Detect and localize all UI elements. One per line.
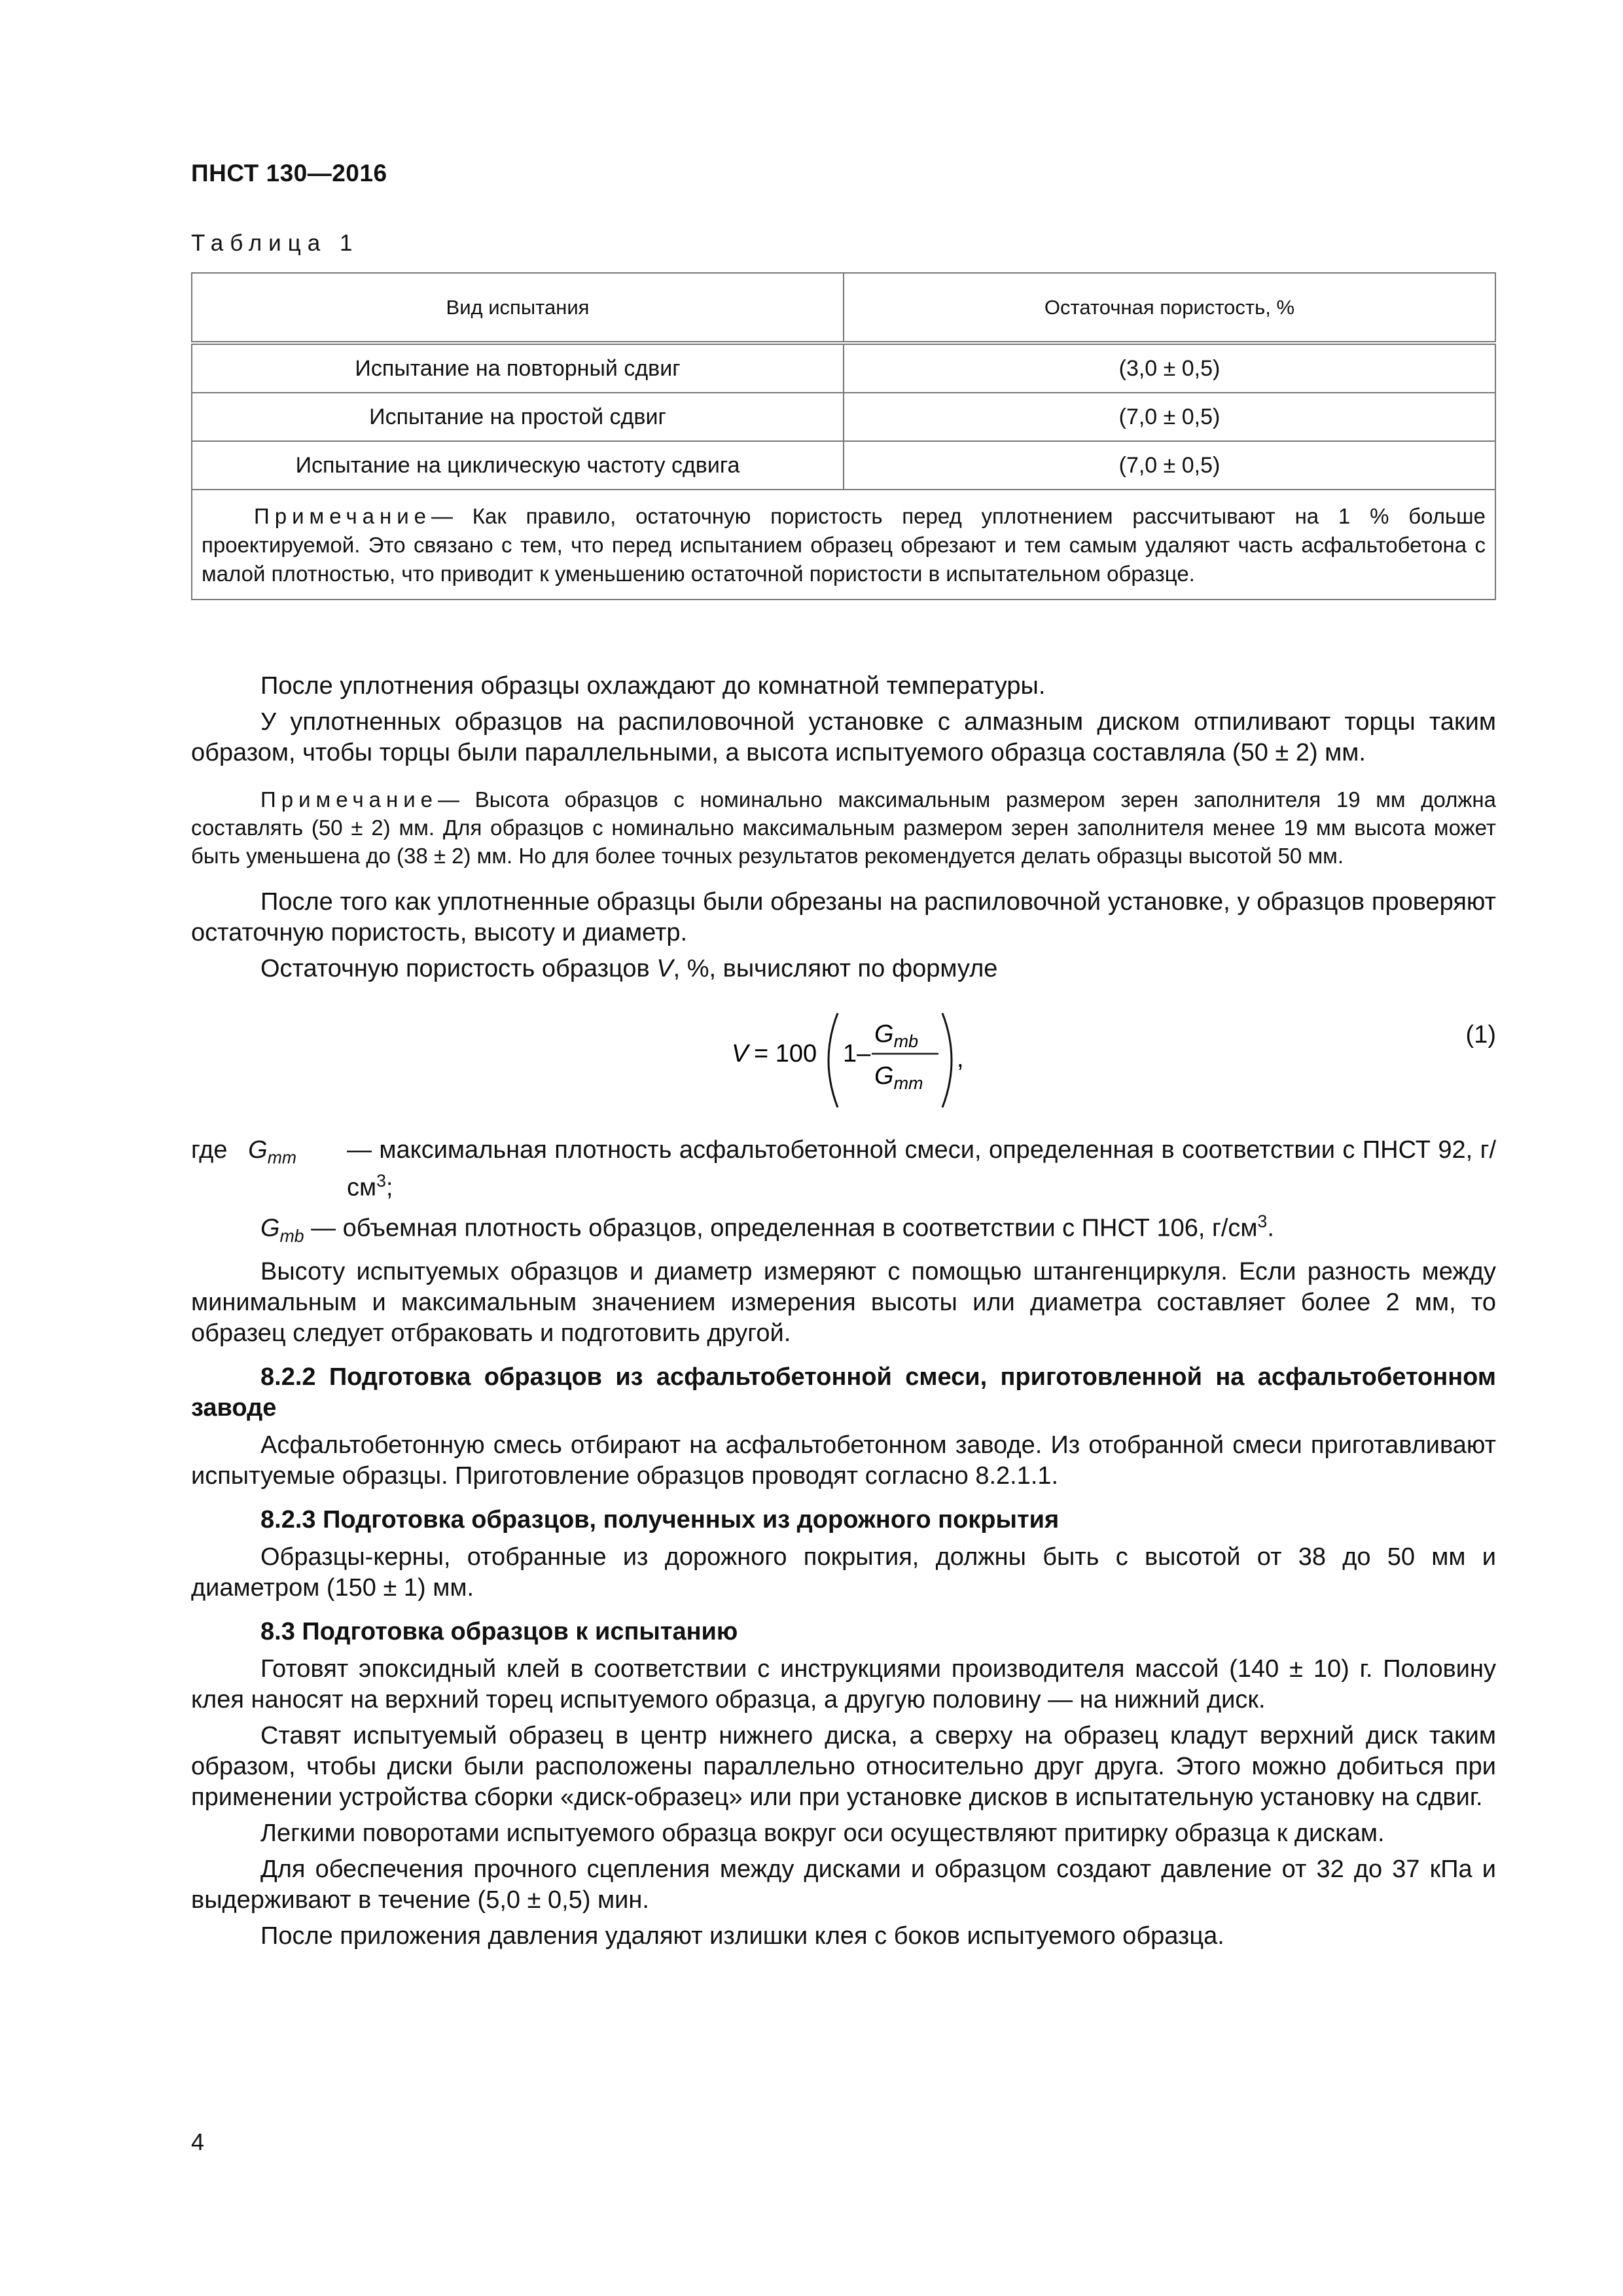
column-header: Остаточная пористость, % (844, 273, 1495, 343)
formula-trailing-comma: , (957, 1045, 964, 1073)
section-heading-8-3: 8.3 Подготовка образцов к испытанию (260, 1617, 738, 1645)
table-note-row (192, 490, 1495, 600)
formula-numerator-sub: mb (893, 1031, 919, 1051)
note (191, 785, 1496, 870)
document-code: ПНСТ 130—2016 (191, 160, 387, 187)
formula-number: (1) (1465, 1021, 1496, 1049)
table-row (192, 441, 1495, 490)
page-number: 4 (191, 2128, 205, 2155)
table-row (192, 393, 1495, 441)
paragraph: После приложения давления удаляют излишки клея с боков испытуемого образца. (260, 1922, 1224, 1950)
table-cell: Испытание на повторный сдвиг (192, 343, 844, 393)
table-row (192, 343, 1495, 393)
formula-eq: = 100 (754, 1040, 817, 1067)
formula-denominator: G (874, 1062, 894, 1090)
table-note (192, 490, 1495, 600)
table-note-label: Примечание (254, 504, 432, 528)
where-item-gmb: $G_{mb}$ — объемная плотность образцов, определенная в соответствии с ПНСТ 106, $г/см^3$. (260, 1211, 1274, 1246)
table-residual-porosity (191, 272, 1496, 600)
paragraph: Для обеспечения прочного сцепления между дисками и образцом создают давление от 32 до 37 кПа и выдерживают в течение (5,0 ± 0,5) мин. (191, 1855, 1496, 1914)
paragraph: Образцы-керны, отобранные из дорожного покрытия, должны быть с высотой от 38 до 50 мм и диаметром (150 ± 1) мм. (191, 1543, 1496, 1602)
body-text (191, 671, 1496, 1957)
formula-numerator: G (874, 1020, 894, 1048)
paragraph: Высоту испытуемых образцов и диаметр измеряют с помощью штангенциркуля. Если разность между минимальным и максимальным значением измерения высоты или диаметра составляет более 2 мм, то образец следует отбраковать и подготовить другой. (191, 1257, 1496, 1347)
table-caption: Таблица 1 (191, 230, 359, 256)
where-item-gmm: где $G_{mm}$ — максимальная плотность асфальтобетонной смеси, определенная в соответствии с ПНСТ 92, $г/см^3$; (191, 1136, 1496, 1202)
table-header-row (192, 273, 1495, 343)
section-heading-8-2-2: 8.2.2 Подготовка образцов из асфальтобетонной смеси, приготовленной на асфальтобетонном заводе (191, 1363, 1496, 1422)
paragraph: Легкими поворотами испытуемого образца вокруг оси осуществляют притирку образца к дискам. (260, 1819, 1385, 1847)
formula-residual-porosity (728, 1008, 1003, 1119)
table-cell: Испытание на циклическую частоту сдвига (192, 441, 844, 490)
note-text: — Высота образцов с номинально максимальным размером зерен заполнителя 19 мм должна составлять (50 ± 2) мм. Для образцов с номинально максимальным размером зерен заполнителя менее 19 мм высота может быть уменьшена до (38 ± 2) мм. Но для более точных результатов рекомендуется делать образцы высотой 50 мм. (191, 787, 1496, 868)
svg-text:Gmb (874, 1020, 918, 1051)
table-note-text: — Как правило, остаточную пористость перед уплотнением рассчитывают на 1 % больше проектируемой. Это связано с тем, что перед испытанием образец обрезают и тем самым удаляют часть асфальтобетона с малой плотностью, что приводит к уменьшению остаточной пористости в испытательном образце. (202, 504, 1486, 586)
table-cell: (3,0 ± 0,5) (844, 343, 1495, 393)
paragraph: Ставят испытуемый образец в центр нижнего диска, а сверху на образец кладут верхний диск таким образом, чтобы диски были расположены параллельно относительно друг друга. Этого можно добиться при применении устройства сборки «диск-образец» или при установке дисков в испытательную установку на сдвиг. (191, 1721, 1496, 1811)
paragraph: У уплотненных образцов на распиловочной установке с алмазным диском отпиливают торцы таким образом, чтобы торцы были параллельными, а высота испытуемого образца составляла (50 ± 2) мм. (191, 708, 1496, 766)
table-cell: Испытание на простой сдвиг (192, 393, 844, 441)
table-cell: (7,0 ± 0,5) (844, 441, 1495, 490)
column-header: Вид испытания (192, 273, 844, 343)
section-heading-8-2-3: 8.2.3 Подготовка образцов, полученных из дорожного покрытия (260, 1505, 1060, 1534)
paragraph: После того как уплотненные образцы были обрезаны на распиловочной установке, у образцов проверяют остаточную пористость, высоту и диаметр. (191, 888, 1496, 946)
paragraph: Готовят эпоксидный клей в соответствии с инструкциями производителя массой (140 ± 10) г. Половину клея наносят на верхний торец испытуемого образца, а другую половину — на нижний диск. (191, 1655, 1496, 1713)
note-label: Примечание (260, 787, 438, 812)
paragraph: Остаточную пористость образцов V, %, вычисляют по формуле (260, 955, 998, 982)
table-cell: (7,0 ± 0,5) (844, 393, 1495, 441)
formula-lhs: V (732, 1040, 749, 1067)
formula-one-minus: 1– (843, 1040, 871, 1067)
formula-denominator-sub: mm (893, 1073, 923, 1093)
formula-block (191, 1008, 1496, 1119)
paragraph: Асфальтобетонную смесь отбирают на асфальтобетонном заводе. Из отобранной смеси приготавливают испытуемые образцы. Приготовление образцов проводят согласно 8.2.1.1. (191, 1431, 1496, 1490)
paragraph: После уплотнения образцы охлаждают до комнатной температуры. (260, 672, 1046, 700)
svg-text:Gmm (874, 1062, 923, 1093)
left-paren (829, 1013, 838, 1107)
where-list (191, 1135, 1496, 1251)
right-paren (942, 1013, 952, 1107)
